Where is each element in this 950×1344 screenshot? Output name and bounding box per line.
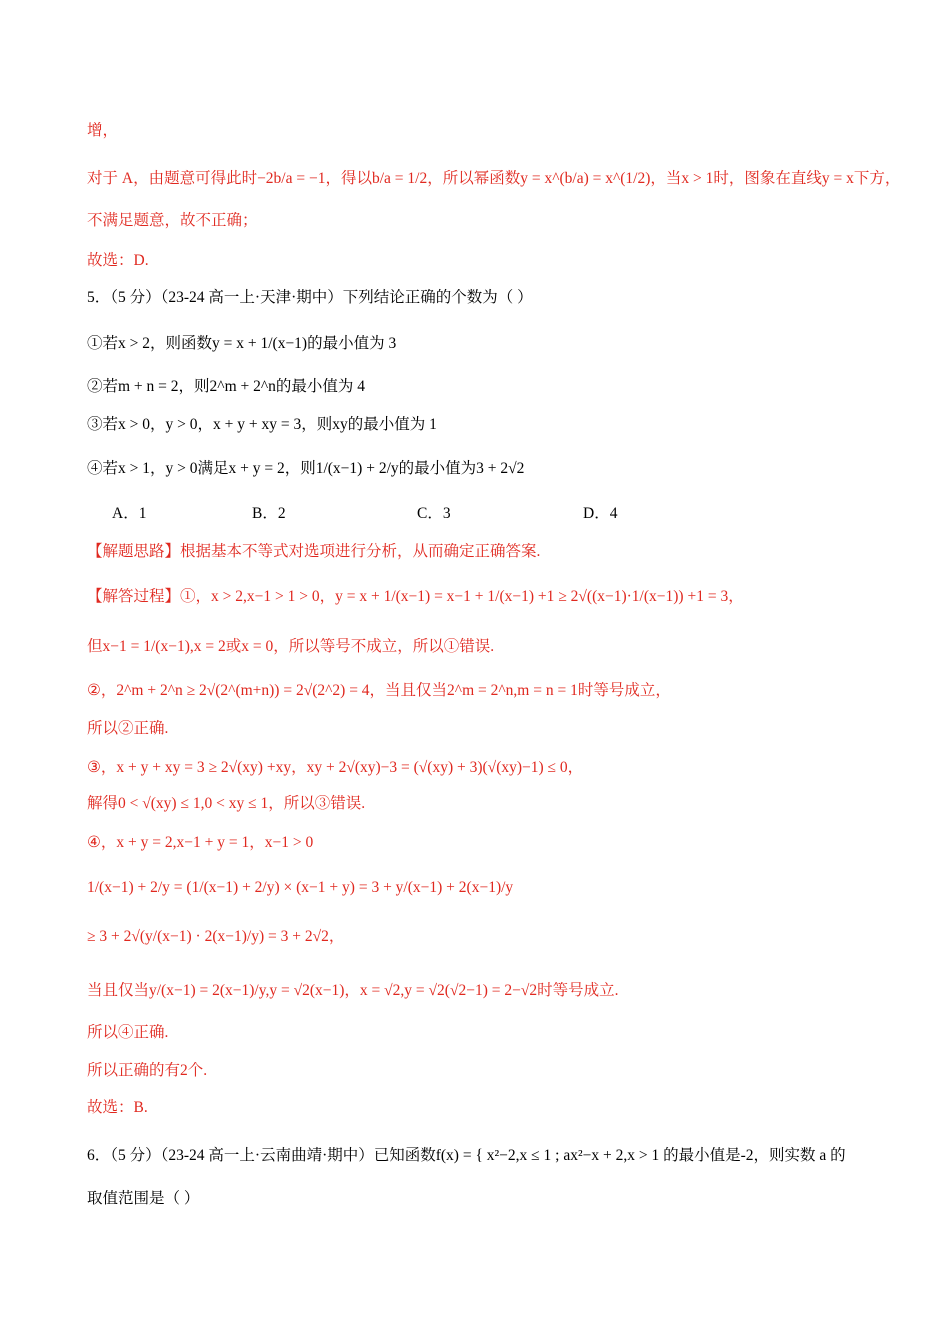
solution-2-conclusion: 所以②正确.	[87, 720, 169, 737]
question-6-stem-cont: 取值范围是（ ）	[87, 1190, 200, 1207]
q5-statement-2: ②若m + n = 2，则2^m + 2^n的最小值为 4	[87, 378, 366, 395]
solution-1-conclusion: 但x−1 = 1/(x−1),x = 2或x = 0，所以等号不成立，所以①错误.	[87, 638, 495, 655]
option-a-analysis: 对于 A，由题意可得此时−2b/a = −1，得以b/a = 1/2，所以幂函数y = x^(b/a) = x^(1/2)，当x > 1时，图象在直线y = x下方，	[87, 170, 901, 187]
solution-idea: 【解题思路】根据基本不等式对选项进行分析，从而确定正确答案.	[87, 543, 541, 560]
option-c: C．3	[417, 505, 451, 522]
solution-4-inequality: ≥ 3 + 2√(y/(x−1) · 2(x−1)/y) = 3 + 2√2，	[87, 928, 345, 945]
solution-4-expansion: 1/(x−1) + 2/y = (1/(x−1) + 2/y) × (x−1 + y) = 3 + y/(x−1) + 2(x−1)/y	[87, 879, 514, 896]
q5-statement-4: ④若x > 1，y > 0满足x + y = 2，则1/(x−1) + 2/y的最小值为3 + 2√2	[87, 460, 525, 477]
solution-3: ③，x + y + xy = 3 ≥ 2√(xy) +xy，xy + 2√(xy)−3 = (√(xy) + 3)(√(xy)−1) ≤ 0，	[87, 759, 584, 776]
answer-q4: 故选：D.	[87, 252, 149, 269]
solution-continuation: 增，	[87, 122, 119, 139]
solution-3-conclusion: 解得0 < √(xy) ≤ 1,0 < xy ≤ 1，所以③错误.	[87, 795, 366, 812]
solution-4-equality: 当且仅当y/(x−1) = 2(x−1)/y,y = √2(x−1)，x = √2,y = √2(√2−1) = 2−√2时等号成立.	[87, 982, 619, 999]
solution-1: 【解答过程】①，x > 2,x−1 > 1 > 0，y = x + 1/(x−1) = x−1 + 1/(x−1) +1 ≥ 2√((x−1)·1/(x−1)) +1 = 3，	[87, 588, 744, 605]
solution-4-conclusion: 所以④正确.	[87, 1024, 169, 1041]
solution-2: ②，2^m + 2^n ≥ 2√(2^(m+n)) = 2√(2^2) = 4，当且仅当2^m = 2^n,m = n = 1时等号成立，	[87, 682, 671, 699]
question-6-stem: 6．（5 分）（23-24 高一上·云南曲靖·期中）已知函数f(x) = { x²−2,x ≤ 1 ; ax²−x + 2,x > 1 的最小值是-2，则实数 a 的	[87, 1147, 846, 1164]
solution-4: ④，x + y = 2,x−1 + y = 1，x−1 > 0	[87, 834, 314, 851]
option-b: B．2	[252, 505, 286, 522]
question-5-stem: 5．（5 分）（23-24 高一上·天津·期中）下列结论正确的个数为（ ）	[87, 289, 533, 306]
q5-statement-1: ①若x > 2，则函数y = x + 1/(x−1)的最小值为 3	[87, 335, 397, 352]
option-a-conclusion: 不满足题意，故不正确；	[87, 212, 258, 229]
option-a: A．1	[112, 505, 147, 522]
option-d: D．4	[583, 505, 618, 522]
q5-statement-3: ③若x > 0，y > 0，x + y + xy = 3，则xy的最小值为 1	[87, 416, 437, 433]
count-correct: 所以正确的有2个.	[87, 1062, 208, 1079]
answer-q5: 故选：B.	[87, 1099, 148, 1116]
